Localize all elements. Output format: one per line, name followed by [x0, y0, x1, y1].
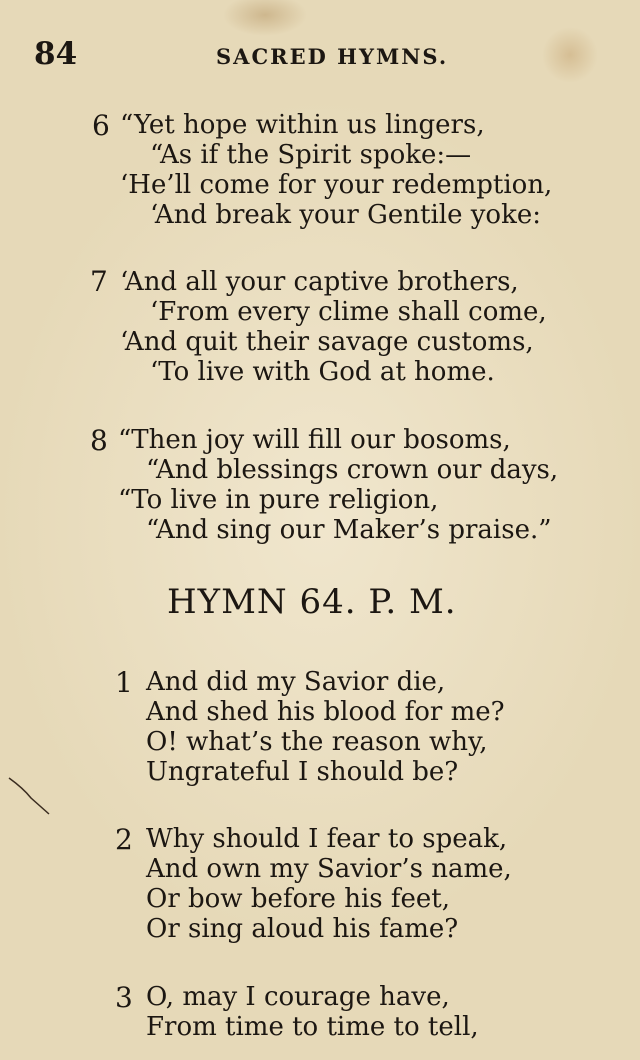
verse-line: ‘He’ll come for your redemption,	[120, 170, 553, 200]
verse-line: “To live in pure religion,	[118, 485, 439, 515]
verse-line: ‘And quit their savage customs,	[120, 327, 534, 357]
stanza-number: 2	[115, 823, 133, 856]
verse-line: Why should I fear to speak,	[146, 824, 508, 854]
verse-line: O! what’s the reason why,	[146, 727, 488, 757]
verse-line: ‘And all your captive brothers,	[120, 267, 519, 297]
hymn-title: HYMN 64. P. M.	[167, 582, 457, 622]
ink-mark	[5, 770, 55, 820]
verse-line: And own my Savior’s name,	[146, 854, 512, 884]
verse-line: ‘From every clime shall come,	[150, 297, 547, 327]
verse-line: “As if the Spirit spoke:—	[150, 140, 472, 170]
running-head: SACRED HYMNS.	[216, 44, 449, 69]
verse-line: Or bow before his feet,	[146, 884, 450, 914]
stanza-number: 6	[92, 109, 110, 142]
verse-line: And did my Savior die,	[146, 667, 446, 697]
verse-line: O, may I courage have,	[146, 982, 450, 1012]
verse-line: “Yet hope within us lingers,	[120, 110, 485, 140]
verse-line: Ungrateful I should be?	[146, 757, 459, 787]
page-number: 84	[34, 36, 78, 72]
stanza-number: 3	[115, 981, 133, 1014]
stanza-number: 8	[90, 424, 108, 457]
verse-line: “And blessings crown our days,	[146, 455, 559, 485]
verse-line: ‘And break your Gentile yoke:	[150, 200, 541, 230]
verse-line: From time to time to tell,	[146, 1012, 479, 1042]
verse-line: And shed his blood for me?	[146, 697, 505, 727]
stanza-number: 1	[115, 666, 133, 699]
verse-line: “And sing our Maker’s praise.”	[146, 515, 552, 545]
verse-line: ‘To live with God at home.	[150, 357, 495, 387]
verse-line: Or sing aloud his fame?	[146, 914, 459, 944]
page-header	[0, 36, 640, 76]
stanza-number: 7	[90, 265, 108, 298]
verse-line: “Then joy will fill our bosoms,	[118, 425, 511, 455]
